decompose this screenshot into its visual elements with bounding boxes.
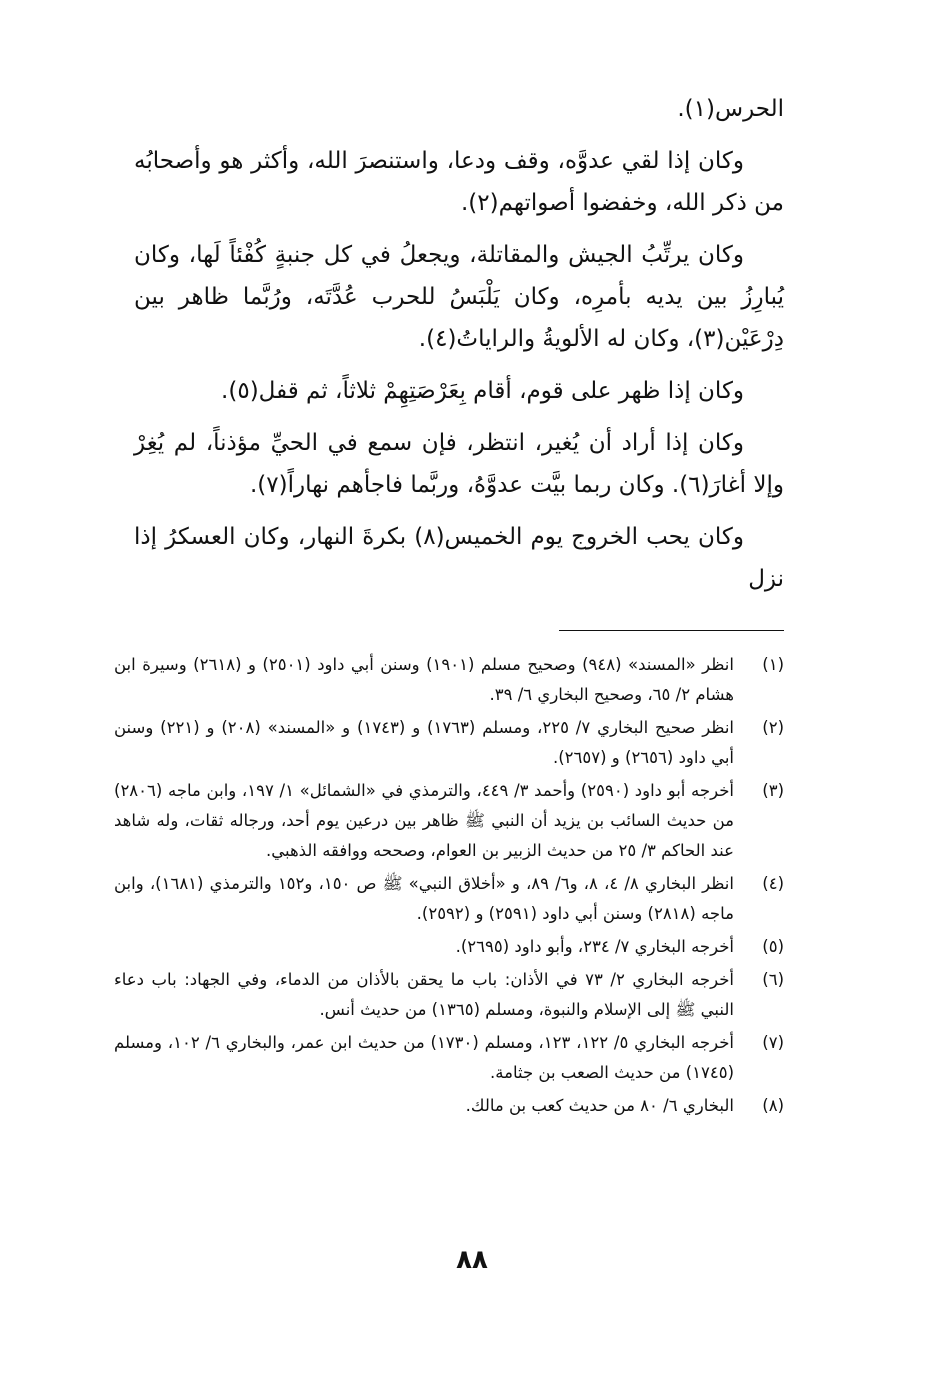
footnote-number: (٢): [762, 718, 784, 737]
footnote: [114, 713, 784, 773]
footnote: [114, 932, 784, 962]
footnote-text: أخرجه أبو داود (٢٥٩٠) وأحمد ٣/ ٤٤٩، والترمذي في «الشمائل» ١/ ١٩٧، وابن ماجه (٢٨٠٦) من حديث السائب بن يزيد أن النبي ﷺ ظاهر بين درعين يوم أحد، ورجاله ثقات، وله شاهد عند الحاكم ٣/ ٢٥ من حديث الزبير بن العوام، وصححه ووافقه الذهبي.: [114, 781, 734, 860]
footnote-text: البخاري ٦/ ٨٠ من حديث كعب بن مالك.: [465, 1096, 734, 1115]
footnote-text: أخرجه البخاري ٧/ ٢٣٤، وأبو داود (٢٦٩٥).: [455, 937, 734, 956]
paragraph: وكان إذا ظهر على قوم، أقام بِعَرْصَتِهِمْ ثلاثاً، ثم قفل(٥).: [221, 378, 744, 404]
footnote: [114, 869, 784, 929]
footnote-text: أخرجه البخاري ٢/ ٧٣ في الأذان: باب ما يحقن بالأذان من الدماء، وفي الجهاد: باب دعاء النبي ﷺ إلى الإسلام والنبوة، ومسلم (١٣٦٥) من حديث أنس.: [114, 970, 735, 1019]
footnote-number: (٥): [762, 937, 784, 956]
paragraph: وكان إذا أراد أن يُغير، انتظر، فإن سمع في الحيِّ مؤذناً، لم يُغِرْ وإلا أغارَ(٦). وكان ربما بيَّت عدوَّهُ، وربَّما فاجأهم نهاراً(٧).: [134, 430, 784, 498]
footnote: [114, 1091, 784, 1121]
footnote: [114, 965, 784, 1025]
footnote-text: انظر البخاري ٨/ ٤، ٨، و٦/ ٨٩، و «أخلاق النبي» ﷺ ص ١٥٠، و١٥٢ والترمذي (١٦٨١)، وابن ماجه (٢٨١٨) وسنن أبي داود (٢٥٩١) و (٢٥٩٢).: [114, 874, 734, 923]
footnotes: [114, 650, 784, 1124]
footnote-text: أخرجه البخاري ٥/ ١٢٢، ١٢٣، ومسلم (١٧٣٠) من حديث ابن عمر، والبخاري ٦/ ١٠٢، ومسلم (١٧٤٥) من حديث الصعب بن جثامة.: [114, 1033, 735, 1082]
footnote-number: (٤): [762, 874, 784, 893]
paragraph: وكان إذا لقي عدوَّه، وقف ودعا، واستنصرَ الله، وأكثر هو وأصحابُه من ذكر الله، وخفضوا أصواتهم(٢).: [134, 148, 784, 216]
footnote-number: (١): [762, 655, 784, 674]
footnote-number: (٧): [762, 1033, 784, 1052]
footnote-number: (٦): [762, 970, 784, 989]
footnote-number: (٣): [762, 781, 784, 800]
footnote: [114, 776, 784, 866]
paragraph: وكان يرتِّبُ الجيش والمقاتلة، ويجعلُ في كل جنبةٍ كُفْئاً لَها، وكان يُبارِزُ بين يديه بأمرِه، وكان يَلْبَسُ للحرب عُدَّتَه، ورُبَّما ظاهر بين دِرْعَيْن(٣)، وكان له الألويةُ والراياتُ(٤).: [134, 242, 784, 352]
paragraph: وكان يحب الخروج يوم الخميس(٨) بكرةَ النهار، وكان العسكرُ إذا نزل: [134, 524, 784, 592]
footnote-separator: [559, 630, 784, 631]
paragraph: الحرس(١).: [677, 96, 784, 122]
main-text: [134, 88, 784, 610]
footnote-text: انظر صحيح البخاري ٧/ ٢٢٥، ومسلم (١٧٦٣) و (١٧٤٣) و «المسند» (٢٠٨) و (٢٢١) وسنن أبي داود (٢٦٥٦) و (٢٦٥٧).: [114, 718, 735, 767]
footnote-number: (٨): [762, 1096, 784, 1115]
footnote: [114, 1028, 784, 1088]
page-number: ٨٨: [456, 1245, 488, 1275]
footnote: [114, 650, 784, 710]
footnote-text: انظر «المسند» (٩٤٨) وصحيح مسلم (١٩٠١) وسنن أبي داود (٢٥٠١) و (٢٦١٨) وسيرة ابن هشام ٢/ ٦٥، وصحيح البخاري ٦/ ٣٩.: [114, 655, 734, 704]
